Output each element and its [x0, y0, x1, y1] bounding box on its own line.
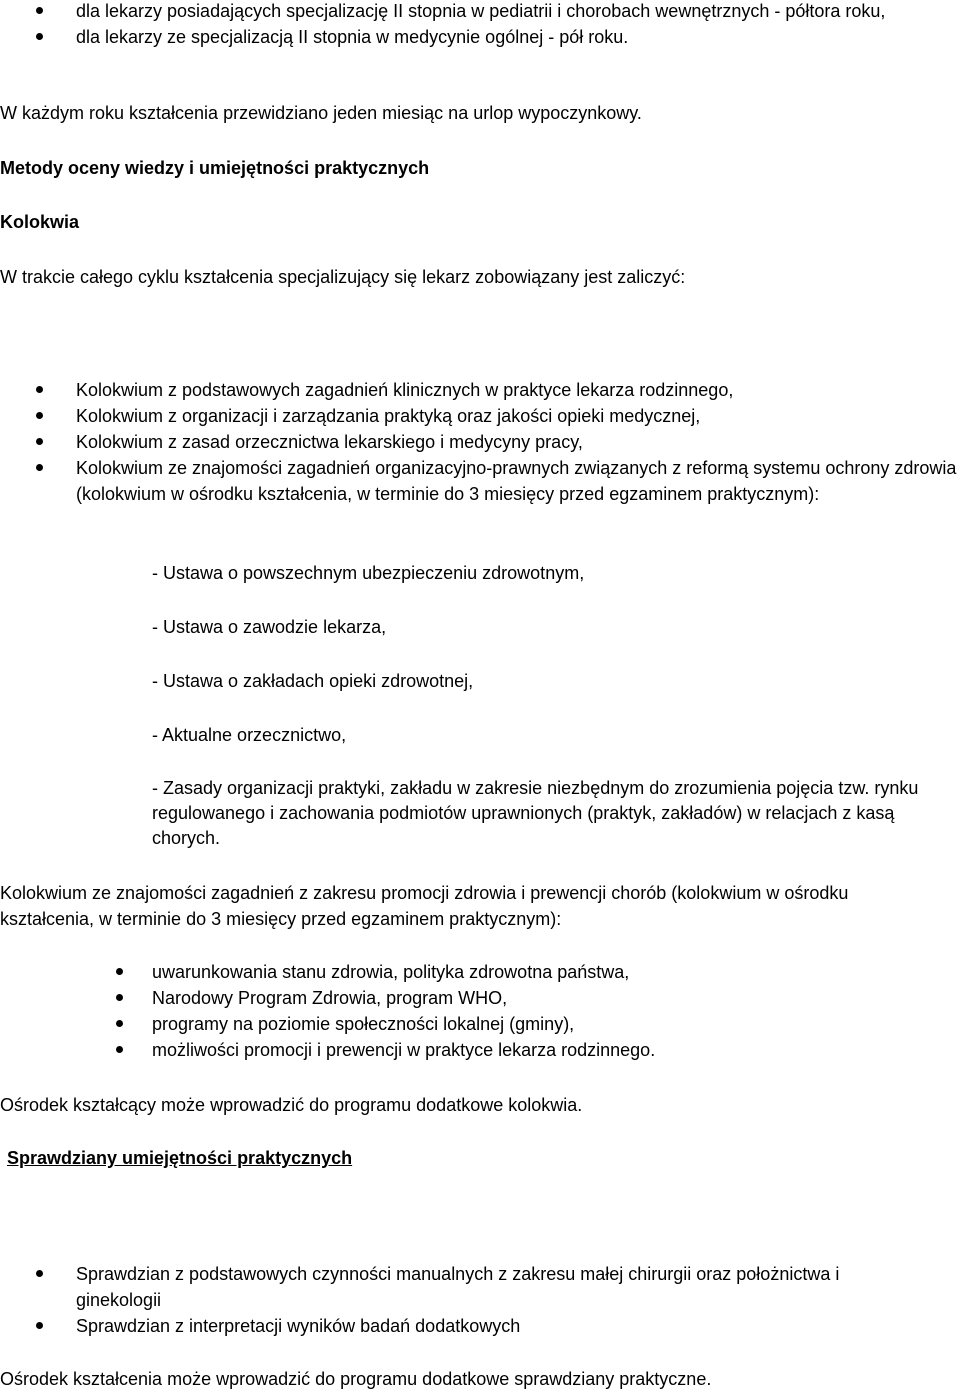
dash-item: - Ustawa o powszechnym ubezpieczeniu zdrowotnym,: [152, 563, 585, 583]
bullet-icon: [36, 33, 43, 40]
intro-paragraph: W trakcie całego cyklu kształcenia specjalizujący się lekarz zobowiązany jest zaliczyć:: [0, 267, 686, 287]
sprawdziany-list: [76, 1261, 876, 1339]
list-item: [76, 0, 936, 24]
bullet-icon: [36, 412, 43, 419]
kolokwia-list: [76, 377, 958, 507]
list-item: [76, 403, 958, 429]
list-item: [152, 985, 952, 1011]
bullet-icon: [116, 968, 123, 975]
bullet-icon: [116, 994, 123, 1001]
list-item: [152, 1011, 952, 1037]
list-item-text: Sprawdzian z interpretacji wyników badań dodatkowych: [76, 1316, 521, 1336]
list-item-text: Sprawdzian z podstawowych czynności manualnych z zakresu małej chirurgii oraz położnictwa i ginekologii: [76, 1264, 840, 1310]
top-bullet-list: [76, 0, 936, 50]
list-item: [76, 377, 958, 403]
additional-sprawdziany-note: Ośrodek kształcenia może wprowadzić do programu dodatkowe sprawdziany praktyczne.: [0, 1369, 712, 1389]
additional-kolokwia-note: Ośrodek kształcący może wprowadzić do programu dodatkowe kolokwia.: [0, 1095, 583, 1115]
bullet-icon: [36, 7, 43, 14]
list-item-text: Narodowy Program Zdrowia, program WHO,: [152, 988, 508, 1008]
list-item: [152, 959, 952, 985]
list-item-text: Kolokwium z zasad orzecznictwa lekarskiego i medycyny pracy,: [76, 432, 583, 452]
bullet-icon: [36, 1322, 43, 1329]
promotion-list: [152, 959, 952, 1063]
vacation-note: W każdym roku kształcenia przewidziano jeden miesiąc na urlop wypoczynkowy.: [0, 103, 642, 123]
bullet-icon: [36, 386, 43, 393]
bullet-icon: [36, 464, 43, 471]
heading-methods: Metody oceny wiedzy i umiejętności praktycznych: [0, 158, 430, 178]
list-item: [76, 1313, 876, 1339]
list-item-text: Kolokwium z organizacji i zarządzania praktyką oraz jakości opieki medycznej,: [76, 406, 701, 426]
dash-item: - Aktualne orzecznictwo,: [152, 725, 347, 745]
bullet-icon: [116, 1046, 123, 1053]
bullet-icon: [36, 438, 43, 445]
heading-sprawdziany: Sprawdziany umiejętności praktycznych: [7, 1148, 353, 1168]
list-item: [76, 24, 936, 50]
list-item-text: Kolokwium ze znajomości zagadnień organizacyjno-prawnych związanych z reformą systemu ochrony zdrowia (kolokwium w ośrodku kształcenia, w terminie do 3 miesięcy przed egzaminem praktycznym):: [76, 458, 957, 504]
list-item-text: dla lekarzy ze specjalizacją II stopnia w medycynie ogólnej - pół roku.: [76, 27, 629, 47]
list-item-text: uwarunkowania stanu zdrowia, polityka zdrowotna państwa,: [152, 962, 630, 982]
bullet-icon: [36, 1270, 43, 1277]
list-item-text: dla lekarzy posiadających specjalizację II stopnia w pediatrii i chorobach wewnętrznych - półtora roku,: [76, 1, 886, 21]
list-item-text: możliwości promocji i prewencji w praktyce lekarza rodzinnego.: [152, 1040, 656, 1060]
dash-item: - Ustawa o zakładach opieki zdrowotnej,: [152, 671, 474, 691]
dash-item: - Ustawa o zawodzie lekarza,: [152, 617, 387, 637]
list-item: [76, 1261, 876, 1313]
bullet-icon: [116, 1020, 123, 1027]
list-item-text: programy na poziomie społeczności lokalnej (gminy),: [152, 1014, 575, 1034]
dash-item: - Zasady organizacji praktyki, zakładu w zakresie niezbędnym do zrozumienia pojęcia tzw. rynku regulowanego i zachowania podmiotów uprawnionych (praktyk, zakładów) w relacjach z kasą chorych.: [152, 778, 919, 848]
list-item: [152, 1037, 952, 1063]
heading-kolokwia: Kolokwia: [0, 212, 80, 232]
list-item-text: Kolokwium z podstawowych zagadnień klinicznych w praktyce lekarza rodzinnego,: [76, 380, 734, 400]
promotion-intro: Kolokwium ze znajomości zagadnień z zakresu promocji zdrowia i prewencji chorób (kolokwium w ośrodku kształcenia, w terminie do 3 miesięcy przed egzaminem praktycznym):: [0, 883, 849, 929]
list-item: [76, 455, 958, 507]
list-item: [76, 429, 958, 455]
